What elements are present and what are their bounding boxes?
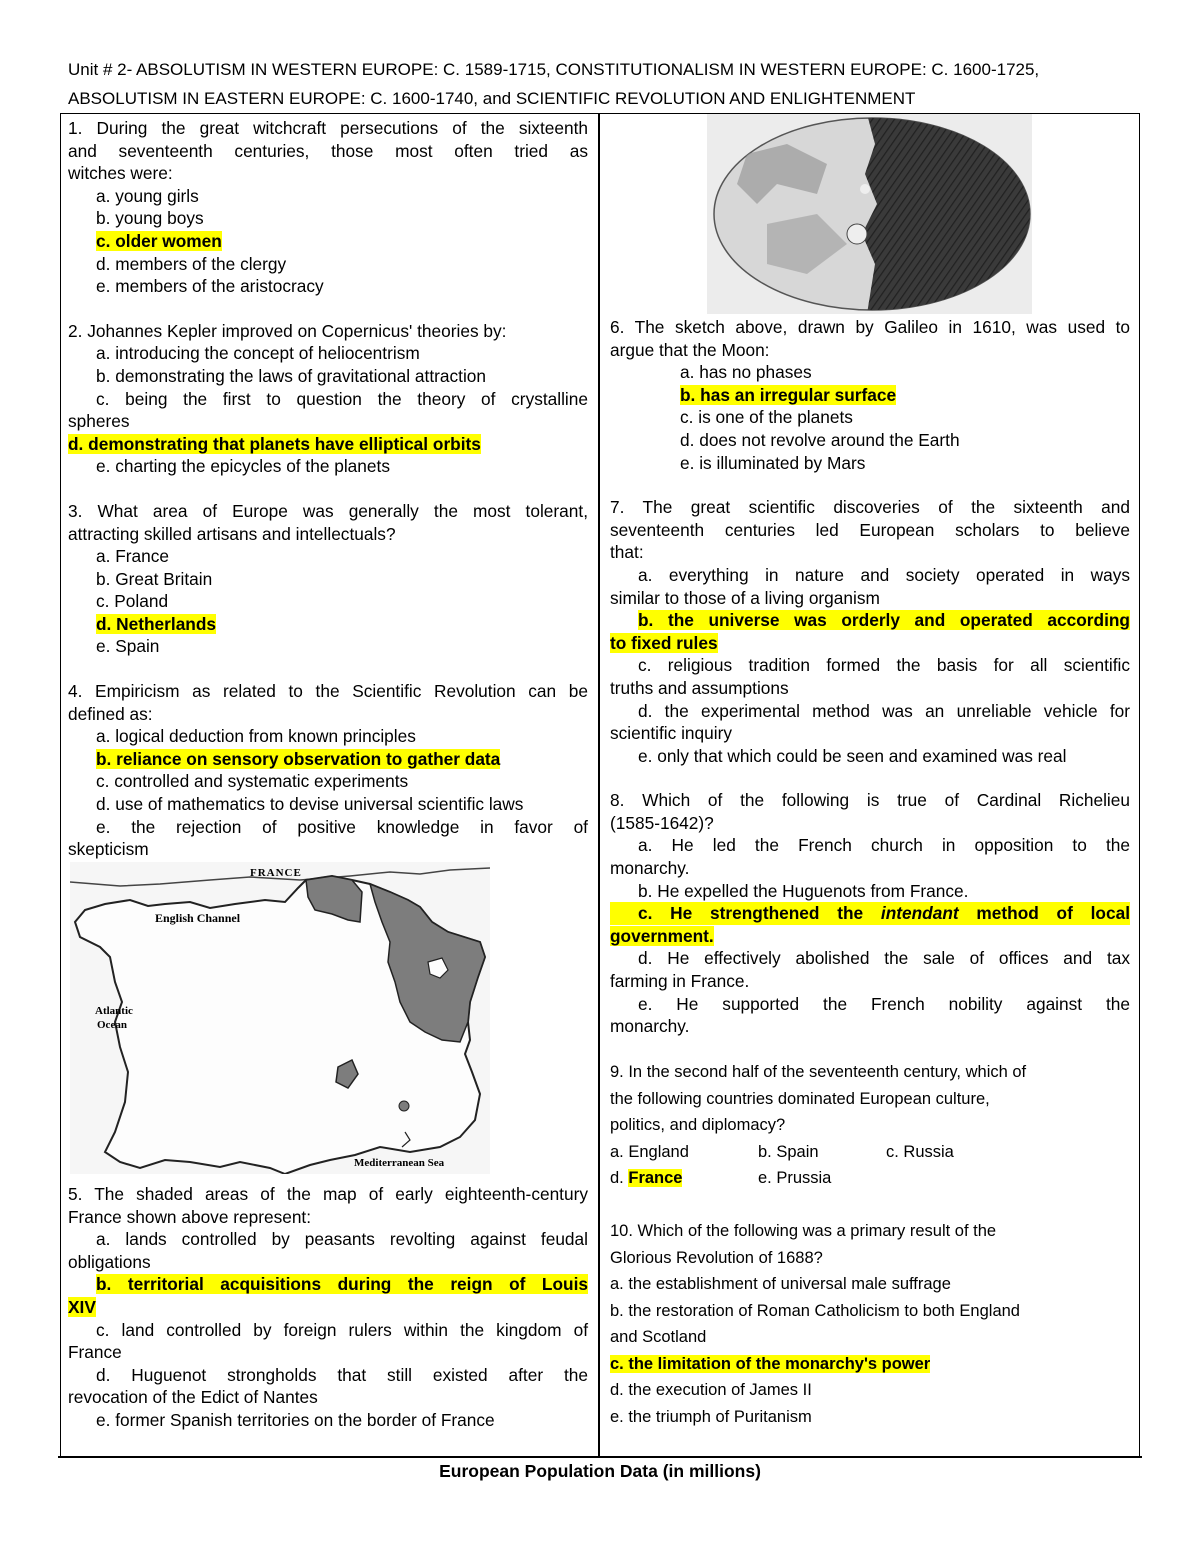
question-text: 6. The sketch above, drawn by Galileo in 1610, was used to <box>610 317 1130 337</box>
answer-choice: d. members of the clergy <box>96 253 287 274</box>
question-text: the following countries dominated European culture, <box>610 1089 990 1108</box>
answer-choice: a. lands controlled by peasants revolting against feudal <box>96 1229 588 1250</box>
answer-choice: b. Great Britain <box>96 568 213 589</box>
answer-choice: d. the execution of James II <box>610 1381 812 1399</box>
question-3 <box>68 500 588 658</box>
answer-choice: and Scotland <box>610 1328 707 1346</box>
question-2 <box>68 320 588 478</box>
answer-choice: skepticism <box>68 839 149 860</box>
question-text: 2. Johannes Kepler improved on Copernicus' theories by: <box>68 320 507 341</box>
question-text: France shown above represent: <box>68 1206 312 1227</box>
question-text: that: <box>610 542 644 563</box>
answer-choice: e. former Spanish territories on the border of France <box>96 1409 495 1430</box>
answer-choice: d. Huguenot strongholds that still existed after the <box>96 1364 588 1385</box>
answer-choice: b. demonstrating the laws of gravitational attraction <box>96 365 487 386</box>
question-text: politics, and diplomacy? <box>610 1116 786 1134</box>
moon-crater <box>847 224 867 244</box>
question-7 <box>610 496 1130 767</box>
answer-choice: a. England <box>610 1142 689 1161</box>
question-text: 8. Which of the following is true of Cardinal Richelieu <box>610 790 1130 811</box>
answer-choice: b. Spain <box>758 1142 819 1161</box>
shaded-region-south <box>399 1101 409 1111</box>
answer-choice: e. He supported the French nobility against the <box>638 993 1130 1014</box>
question-5 <box>68 1183 588 1432</box>
map-label-english-channel: English Channel <box>155 911 241 925</box>
answer-choice: similar to those of a living organism <box>610 587 880 608</box>
answer-choice: b. He expelled the Huguenots from France. <box>638 880 969 901</box>
correct-answer: c. older women <box>96 230 222 251</box>
answer-choice: e. members of the aristocracy <box>96 276 324 297</box>
answer-choice: a. the establishment of universal male suffrage <box>610 1275 951 1293</box>
answer-choice: d. He effectively abolished the sale of offices and tax <box>638 948 1130 969</box>
map-label-france: FRANCE <box>250 867 302 879</box>
question-text: attracting skilled artisans and intellectuals? <box>68 523 396 544</box>
answer-choice: monarchy. <box>610 858 690 879</box>
france-map-image <box>70 862 490 1174</box>
question-text: 3. What area of Europe was generally the most tolerant, <box>68 500 588 521</box>
question-text: 1. During the great witchcraft persecutions of the sixteenth <box>68 118 588 138</box>
unit-title-line-2: ABSOLUTISM IN EASTERN EUROPE: C. 1600-1740, and SCIENTIFIC REVOLUTION AND ENLIGHTENMENT <box>68 89 916 108</box>
answer-choice: a. everything in nature and society operated in ways <box>638 564 1130 585</box>
answer-choice: a. logical deduction from known principles <box>96 726 416 747</box>
correct-answer: d. demonstrating that planets have elliptical orbits <box>68 433 481 454</box>
correct-answer: b. reliance on sensory observation to gather data <box>96 748 501 769</box>
column-divider <box>598 113 600 1458</box>
question-8 <box>610 789 1130 1038</box>
answer-choice: e. is illuminated by Mars <box>680 452 866 473</box>
answer-choice: b. young boys <box>96 208 204 229</box>
answer-choice: France <box>68 1342 122 1363</box>
answer-choice: a. introducing the concept of heliocentrism <box>96 343 420 364</box>
section-heading-population-data: European Population Data (in millions) <box>439 1461 761 1481</box>
correct-answer: c. the limitation of the monarchy's power <box>610 1354 931 1373</box>
unit-title-line-1: Unit # 2- ABSOLUTISM IN WESTERN EUROPE: C. 1589-1715, CONSTITUTIONALISM IN WESTERN EUROPE: C. 1600-1725, <box>68 60 1040 79</box>
answer-choice: monarchy. <box>610 1016 690 1037</box>
correct-answer: XIV <box>68 1296 96 1317</box>
correct-answer: b. has an irregular surface <box>680 384 897 405</box>
galileo-moon-sketch-image <box>707 114 1032 314</box>
answer-choice: a. He led the French church in opposition to the <box>638 835 1130 856</box>
answer-choice: truths and assumptions <box>610 677 789 698</box>
question-text: 10. Which of the following was a primary result of the <box>610 1222 997 1240</box>
question-text: seventeenth centuries led European scholars to believe <box>610 519 1130 540</box>
question-text: (1585-1642)? <box>610 812 714 833</box>
answer-choice: d. does not revolve around the Earth <box>680 429 960 450</box>
question-text: witches were: <box>68 163 173 184</box>
map-label-ocean: Ocean <box>97 1019 127 1031</box>
question-9: 9. In the second half of the seventeenth century, which of the following countries dominated European culture, politics, and diplomacy? a. England b. Spain c. Russia d. France e. Prussia <box>610 1059 1130 1192</box>
question-6 <box>610 316 1130 474</box>
answer-choice: spheres <box>68 411 130 432</box>
question-text: 9. In the second half of the seventeenth century, which of <box>610 1063 1027 1081</box>
question-1 <box>68 117 588 298</box>
correct-answer: c. He strengthened the intendant method of local <box>610 902 1130 925</box>
answer-choice: e. Prussia <box>758 1169 832 1187</box>
answer-choice: d. the experimental method was an unreliable vehicle for <box>638 700 1130 721</box>
answer-choice: c. controlled and systematic experiments <box>96 771 409 792</box>
correct-answer: d. Netherlands <box>96 613 217 634</box>
answer-choice: b. the restoration of Roman Catholicism to both England <box>610 1301 1020 1320</box>
left-column <box>68 117 588 861</box>
answer-choice: e. the rejection of positive knowledge in favor of <box>96 816 588 837</box>
question-text: Glorious Revolution of 1688? <box>610 1248 823 1267</box>
answer-choice: a. France <box>96 546 169 567</box>
correct-answer: government. <box>610 925 714 946</box>
table-bottom-rule <box>58 1456 1142 1458</box>
question-text: 5. The shaded areas of the map of early eighteenth-century <box>68 1184 588 1204</box>
answer-choice: c. Russia <box>886 1142 954 1161</box>
right-column <box>610 316 1130 1038</box>
moon-bright-spot <box>860 184 870 194</box>
answer-choice: c. is one of the planets <box>680 407 853 428</box>
question-text: and seventeenth centuries, those most often tried as <box>68 140 588 161</box>
question-text: argue that the Moon: <box>610 339 770 360</box>
correct-answer: France <box>628 1169 683 1187</box>
question-10 <box>610 1218 1130 1430</box>
answer-choice: farming in France. <box>610 971 750 992</box>
map-label-mediterranean: Mediterranean Sea <box>354 1157 445 1169</box>
answer-choice: d. use of mathematics to devise universal scientific laws <box>96 794 524 815</box>
map-label-atlantic: Atlantic <box>95 1005 133 1017</box>
answer-choice: e. only that which could be seen and examined was real <box>638 745 1067 766</box>
correct-answer: b. the universe was orderly and operated according <box>638 610 1130 631</box>
question-text: 4. Empiricism as related to the Scientific Revolution can be <box>68 681 588 702</box>
question-text: 7. The great scientific discoveries of the sixteenth and <box>610 497 1130 518</box>
answer-choice: c. land controlled by foreign rulers within the kingdom of <box>96 1319 588 1340</box>
correct-answer: b. territorial acquisitions during the reign of Louis <box>96 1274 588 1295</box>
answer-choice: e. the triumph of Puritanism <box>610 1407 812 1426</box>
answer-choice: scientific inquiry <box>610 723 732 744</box>
question-text: defined as: <box>68 703 153 724</box>
answer-choice: revocation of the Edict of Nantes <box>68 1387 318 1408</box>
answer-choice: c. being the first to question the theory of crystalline <box>96 388 588 409</box>
correct-answer: to fixed rules <box>610 632 718 653</box>
answer-choice: c. Poland <box>96 591 169 612</box>
question-4 <box>68 680 588 861</box>
answer-choice: e. charting the epicycles of the planets <box>96 456 390 477</box>
answer-choice: c. religious tradition formed the basis for all scientific <box>638 655 1130 676</box>
answer-choice: a. has no phases <box>680 362 812 383</box>
answer-choice: obligations <box>68 1251 151 1272</box>
answer-choice: a. young girls <box>96 185 199 206</box>
answer-choice: e. Spain <box>96 636 160 657</box>
